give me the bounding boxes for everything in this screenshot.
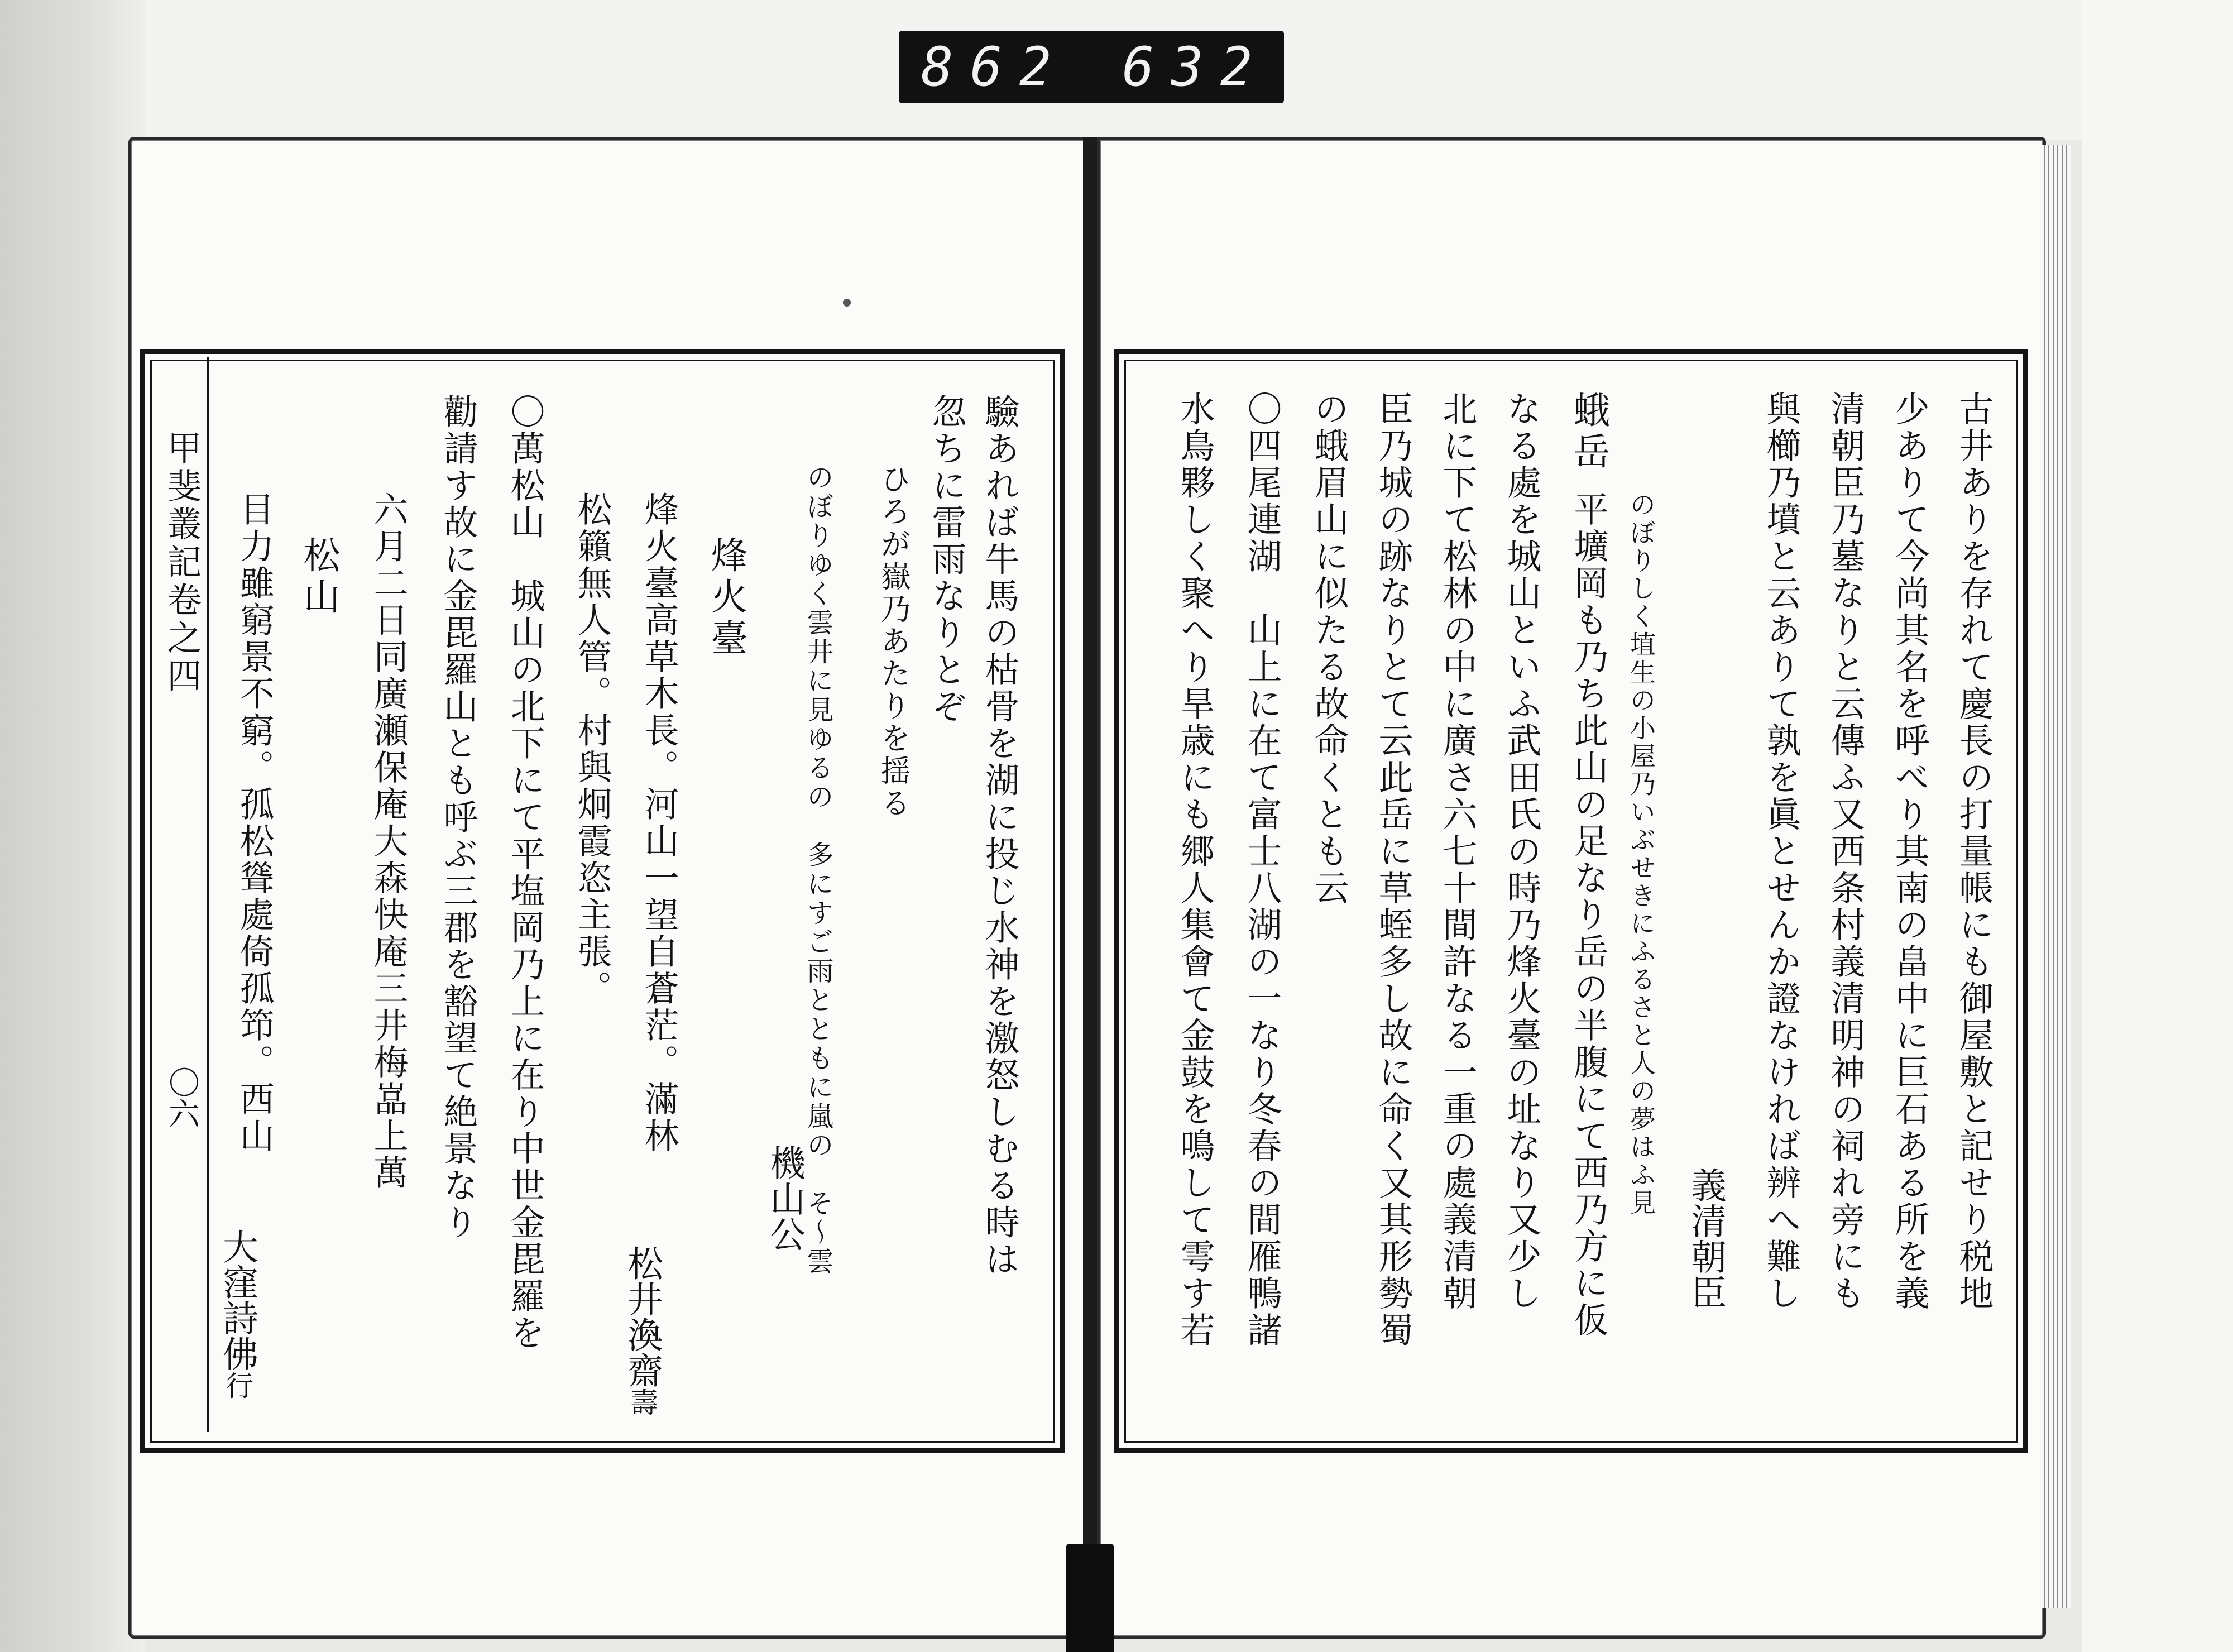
- right-verse-line: のぼりしく埴生の小屋乃いぶせきにふるさと人の夢はふ見: [1626, 491, 1656, 1217]
- verse-line-2: のぼりゆく雲井に見ゆるの 多にすご雨とともに嵐の そ〜雲: [802, 463, 833, 1276]
- right-line-10: の蛾眉山に似たる故命くとも云: [1309, 391, 1349, 907]
- verse-author: 機山公: [764, 1145, 805, 1252]
- verse-line-1: ひろが嶽乃あたりを揺る: [876, 463, 911, 820]
- right-line-8: 北に下て松林の中に廣さ六七十間許なる一重の處義清朝: [1437, 391, 1478, 1312]
- matsuyama-heading: 松山: [297, 536, 340, 619]
- paper-speck: [843, 299, 851, 307]
- matsuyama-author: [212, 1228, 262, 1399]
- noroshidai-author: [617, 1245, 667, 1416]
- scan-label-strip: [899, 31, 1284, 103]
- manshozan-poem-line: 松籟無人管。村與炯霞恣主張。: [572, 491, 612, 1007]
- matsuyama-author-name: 大窪詩佛: [217, 1228, 258, 1371]
- right-line-12: 水鳥夥しく聚へり旱歳にも郷人集會て金鼓を鳴して雩す若: [1175, 391, 1215, 1349]
- right-line-9: 臣乃城の跡なりとて云此岳に草蛭多し故に命く又其形勢蜀: [1373, 391, 1413, 1349]
- right-line-6: 平壙岡も乃ち此山の足なり岳の半腹にて西乃方に仮: [1568, 491, 1609, 1339]
- matsuyama-poem-line: 目力雖窮景不窮。孤松聳處倚孤笻。西山: [234, 491, 275, 1155]
- folio-rule: [207, 357, 209, 1432]
- page-edges: [2040, 145, 2071, 1608]
- matsuyama-author-suffix: 行: [221, 1371, 253, 1399]
- binding-clip: [1066, 1544, 1114, 1652]
- manshozan-line-2: 勸請す故に金毘羅山とも呼ぶ三郡を豁望て絶景なり: [438, 394, 478, 1241]
- scan-background-right: [2082, 0, 2233, 1652]
- noroshidai-heading: 烽火臺: [705, 536, 747, 660]
- running-head: 甲斐叢記卷之四: [161, 430, 202, 696]
- right-line-3: 清朝臣乃墓なりと云傳ふ又西条村義清明神の祠れ旁にも: [1825, 391, 1866, 1312]
- book-spine: [1083, 137, 1097, 1577]
- right-line-1: 古井ありを存れて慶長の打量帳にも御屋敷と記せり税地: [1953, 391, 1994, 1312]
- right-line-7: なる處を城山といふ武田氏の時乃烽火臺の址なり又少し: [1501, 391, 1542, 1312]
- manshozan-line-1: 〇萬松山 城山の北下にて平塩岡乃上に在り中世金毘羅を: [505, 394, 545, 1352]
- noroshidai-poem-line: 烽火臺高草木長。河山一望自蒼茫。滿林: [639, 491, 679, 1155]
- right-entry-title: 蛾岳: [1567, 391, 1610, 473]
- right-line-2: 少ありて今尚其名を呼べり其南の畠中に巨石ある所を義: [1889, 391, 1930, 1312]
- scan-label-right-number: 632: [1122, 36, 1269, 98]
- left-line-1: 驗あれば牛馬の枯骨を湖に投じ水神を激怒しむる時は: [979, 394, 1020, 1278]
- right-line-4: 與櫛乃墳と云ありて孰を眞とせんか證なければ辨へ難し: [1761, 391, 1801, 1312]
- left-line-2: 忽ちに雷雨なりとぞ: [926, 394, 967, 725]
- manshozan-line-3: 六月二日同廣瀬保庵大森快庵三井梅嵓上萬: [368, 491, 409, 1191]
- noroshidai-author-name: 松井渙齋: [621, 1245, 663, 1388]
- noroshidai-author-suffix: 壽: [626, 1388, 658, 1416]
- right-line-11: 〇四尾連湖 山上に在て富士八湖の一なり冬春の間雁鴨諸: [1242, 391, 1282, 1349]
- scan-background-left: [0, 0, 145, 1652]
- right-attrib-yoshikiyo: 義清朝臣: [1685, 1167, 1726, 1310]
- scan-label-left-number: 862: [921, 36, 1068, 98]
- page-number: 〇六: [164, 1066, 200, 1129]
